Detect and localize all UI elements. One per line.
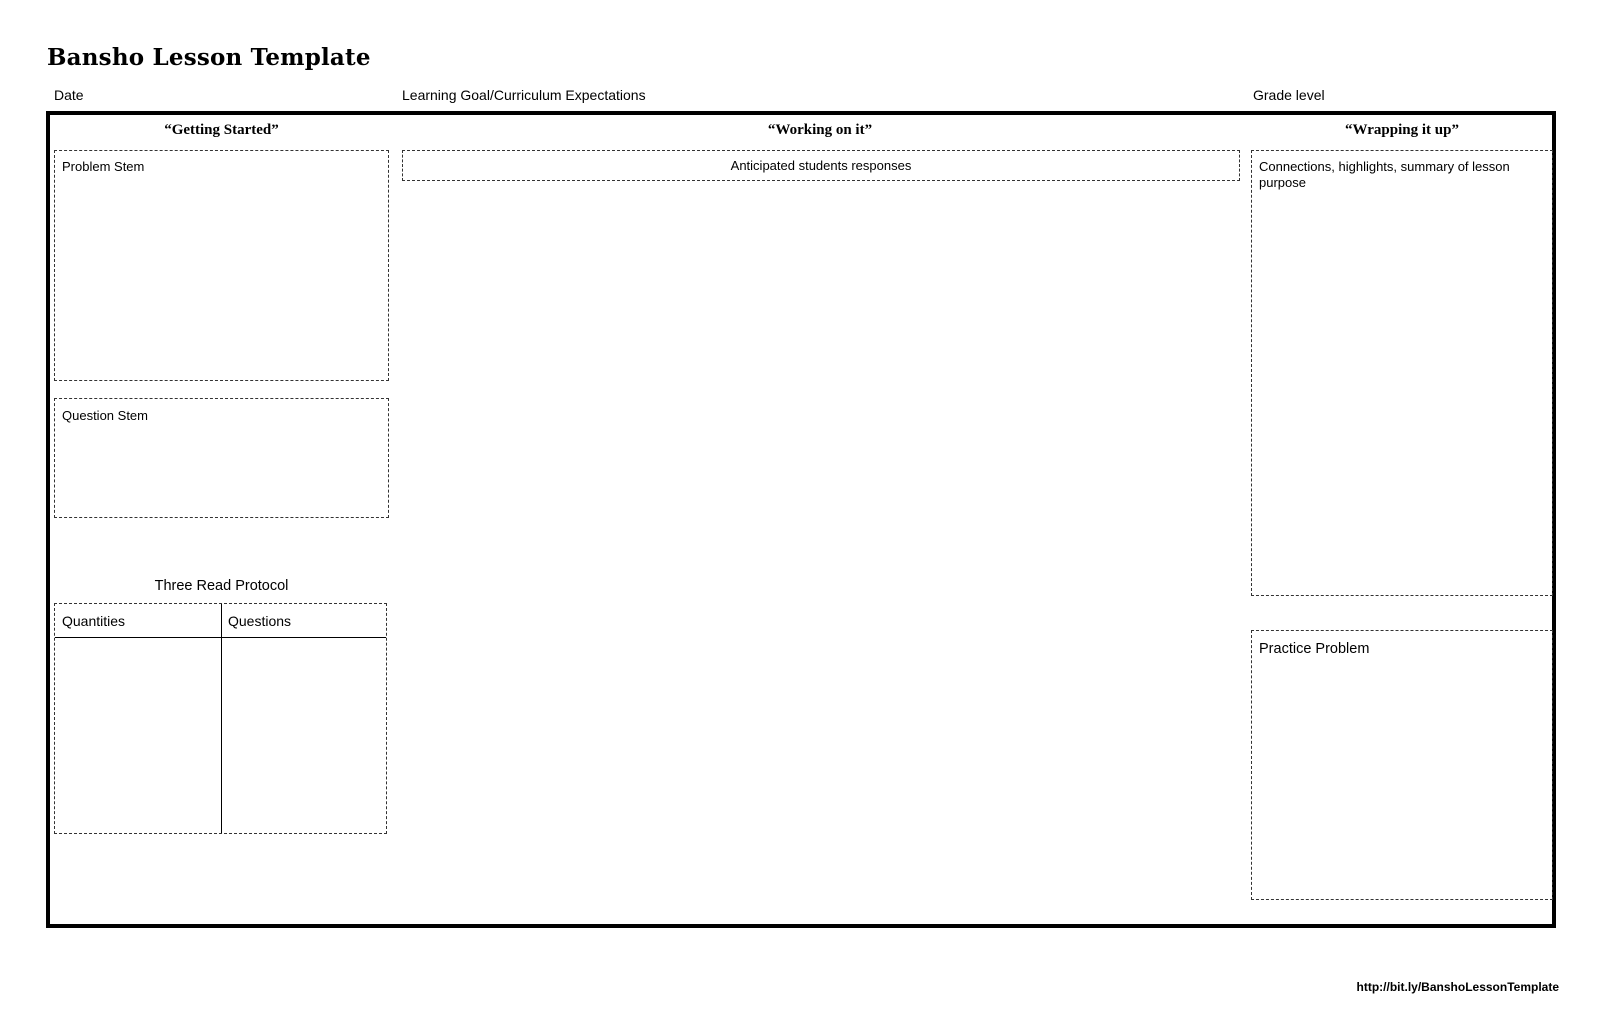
anticipated-responses-label: Anticipated students responses bbox=[730, 158, 912, 173]
three-read-protocol-title: Three Read Protocol bbox=[154, 578, 289, 594]
anticipated-responses-box[interactable] bbox=[402, 150, 1240, 181]
template-link[interactable]: http://bit.ly/BanshoLessonTemplate bbox=[1356, 980, 1559, 994]
quantities-header: Quantities bbox=[62, 613, 126, 629]
problem-stem-label: Problem Stem bbox=[62, 159, 145, 174]
questions-header: Questions bbox=[228, 613, 292, 629]
question-stem-label: Question Stem bbox=[62, 408, 148, 423]
getting-started-title: “Getting Started” bbox=[164, 122, 279, 138]
practice-problem-box[interactable] bbox=[1251, 630, 1553, 900]
three-read-protocol-table[interactable] bbox=[54, 603, 387, 834]
date-label: Date bbox=[54, 87, 84, 103]
wrapping-it-up-title: “Wrapping it up” bbox=[1345, 122, 1459, 138]
table-column-divider bbox=[221, 604, 222, 833]
connections-box[interactable] bbox=[1251, 150, 1553, 596]
problem-stem-box[interactable] bbox=[54, 150, 389, 381]
question-stem-box[interactable] bbox=[54, 398, 389, 518]
learning-goal-label: Learning Goal/Curriculum Expectations bbox=[402, 87, 646, 103]
working-on-it-title: “Working on it” bbox=[767, 122, 873, 138]
page-title: Bansho Lesson Template bbox=[47, 44, 371, 71]
grade-level-label: Grade level bbox=[1253, 87, 1325, 103]
connections-label: Connections, highlights, summary of lesson purpose bbox=[1259, 159, 1510, 190]
practice-problem-label: Practice Problem bbox=[1259, 641, 1370, 657]
